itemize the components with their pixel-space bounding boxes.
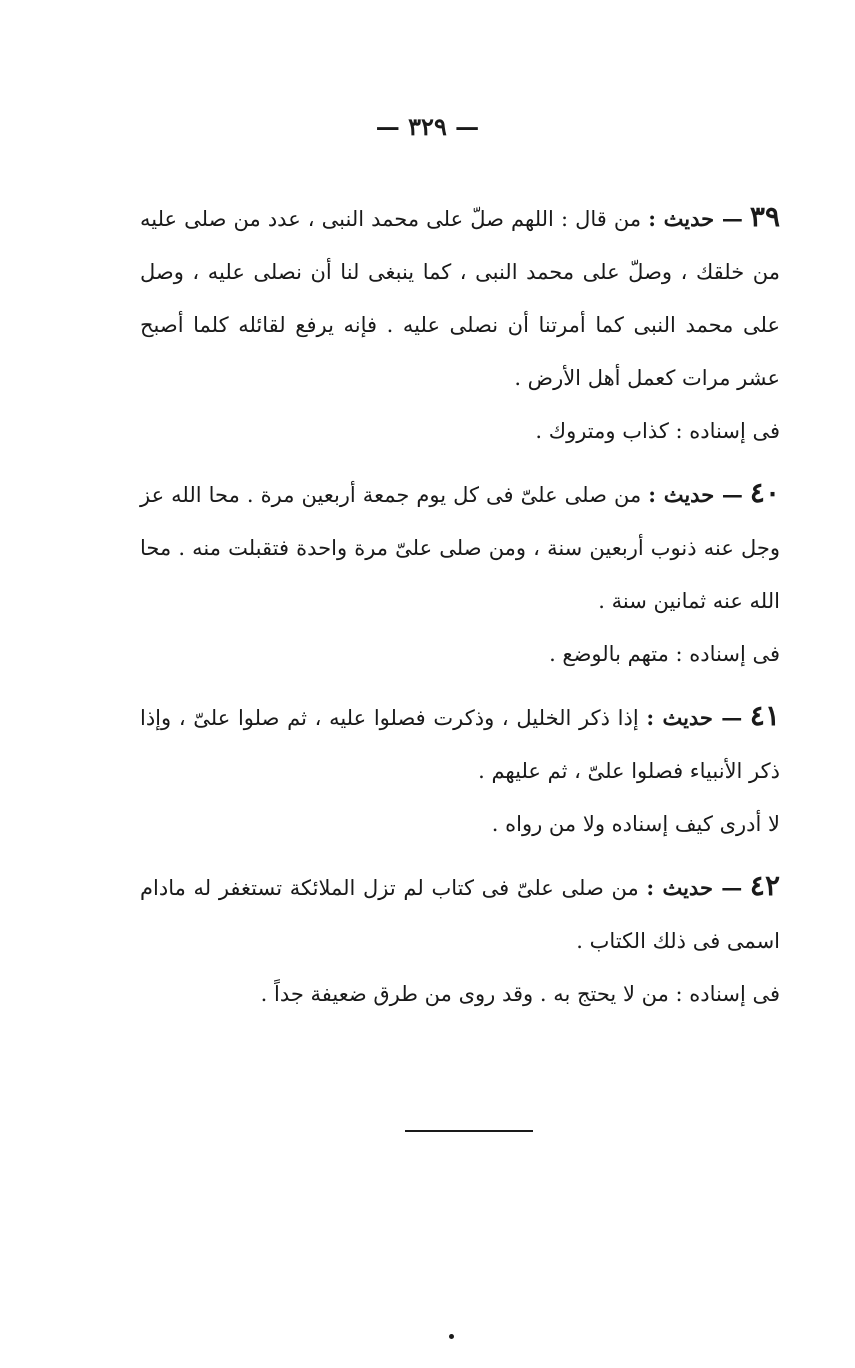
hadith-text: من قال : اللهم صلّ على محمد النبى ، عدد من صلى عليه من خلقك ، وصلّ على محمد النبى ، كما ينبغى لنا أن نصلى عليه ، وصل على محمد النبى كما أمرتنا أن نصلى عليه . فإنه يرفع لقائله كلما أصبح عشر مرات كعمل أهل الأرض . — [140, 207, 780, 390]
hadith-text: من صلى علىّ فى كتاب لم تزل الملائكة تستغفر له مادام اسمى فى ذلك الكتاب . — [140, 876, 780, 953]
hadith-42 — [140, 859, 780, 968]
hadith-number: ٤٢ — [749, 869, 780, 902]
hadith-label: — حديث : — [646, 705, 743, 730]
section-divider — [405, 1130, 533, 1132]
hadith-41 — [140, 689, 780, 798]
footer-dot — [449, 1334, 454, 1339]
hadith-label: — حديث : — [648, 206, 743, 231]
isnad-note-39: فى إسناده : كذاب ومتروك . — [535, 419, 780, 443]
hadith-39 — [140, 190, 780, 405]
page-body — [140, 190, 780, 1021]
hadith-label: — حديث : — [646, 875, 743, 900]
hadith-number: ٤٠ — [749, 476, 780, 509]
hadith-number: ٤١ — [749, 699, 780, 732]
isnad-note-41: لا أدرى كيف إسناده ولا من رواه . — [491, 812, 780, 836]
hadith-label: — حديث : — [648, 482, 743, 507]
page-number: — ٣٢٩ — — [375, 112, 480, 141]
hadith-40 — [140, 466, 780, 628]
hadith-number: ٣٩ — [749, 200, 780, 233]
hadith-text: إذا ذكر الخليل ، وذكرت فصلوا عليه ، ثم صلوا علىّ ، وإذا ذكر الأنبياء فصلوا علىّ ، ثم عليهم . — [140, 706, 780, 783]
isnad-note-42: فى إسناده : من لا يحتج به . وقد روى من طرق ضعيفة جداً . — [260, 982, 780, 1006]
hadith-text: من صلى علىّ فى كل يوم جمعة أربعين مرة . محا الله عز وجل عنه ذنوب أربعين سنة ، ومن صلى علىّ مرة واحدة فتقبلت منه . محا الله عنه ثمانين سنة . — [140, 483, 780, 613]
isnad-note-40: فى إسناده : متهم بالوضع . — [549, 642, 780, 666]
